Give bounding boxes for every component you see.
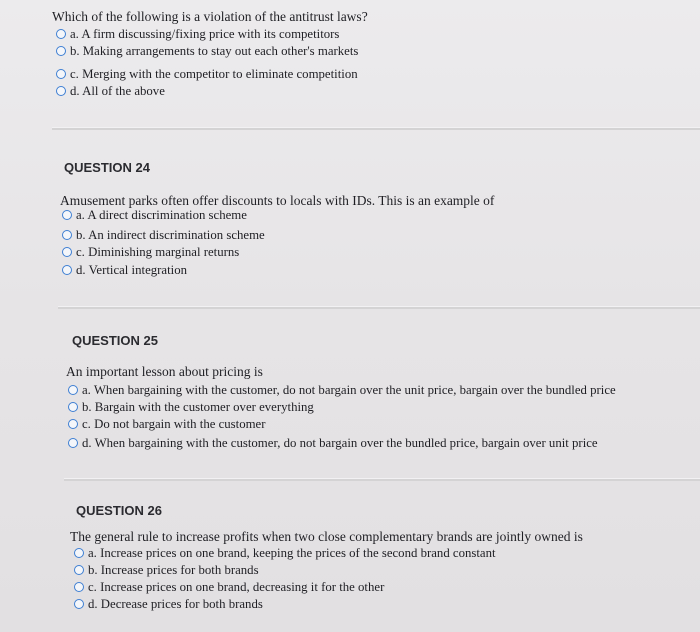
option-label: d. All of the above [70, 83, 165, 98]
question-23-option-d[interactable] [56, 82, 165, 100]
question-25-option-a[interactable] [68, 381, 616, 399]
question-23-option-b[interactable] [56, 42, 358, 60]
question-24-option-d[interactable] [62, 261, 187, 279]
question-24-option-c[interactable] [62, 243, 239, 261]
option-label: a. Increase prices on one brand, keeping the prices of the second brand constant [88, 545, 496, 560]
question-26-prompt: The general rule to increase profits when two close complementary brands are jointly owned is [70, 529, 583, 544]
question-26-option-d[interactable] [74, 595, 263, 613]
radio-button-icon[interactable] [62, 247, 72, 257]
option-label: c. Diminishing marginal returns [76, 244, 240, 259]
section-divider [52, 127, 700, 130]
option-label: d. Decrease prices for both brands [88, 596, 263, 611]
option-label: b. Bargain with the customer over everything [82, 399, 314, 414]
radio-button-icon[interactable] [74, 565, 84, 575]
radio-button-icon[interactable] [74, 599, 84, 609]
question-26-title: QUESTION 26 [76, 503, 162, 518]
question-24-option-b[interactable] [62, 226, 265, 244]
option-label: d. When bargaining with the customer, do not bargain over the bundled price, bargain over unit price [82, 435, 598, 450]
option-label: b. An indirect discrimination scheme [76, 227, 265, 242]
radio-button-icon[interactable] [56, 86, 66, 96]
question-25-prompt: An important lesson about pricing is [66, 364, 263, 379]
question-24-option-a[interactable] [62, 206, 247, 224]
question-25-title: QUESTION 25 [72, 333, 158, 348]
radio-button-icon[interactable] [68, 438, 78, 448]
question-23-option-a[interactable] [56, 25, 339, 43]
question-23-prompt: Which of the following is a violation of the antitrust laws? [52, 9, 368, 24]
option-label: d. Vertical integration [76, 262, 187, 277]
question-24-title: QUESTION 24 [64, 160, 150, 175]
question-25-option-b[interactable] [68, 398, 314, 416]
option-label: a. A firm discussing/fixing price with its competitors [70, 26, 340, 41]
radio-button-icon[interactable] [56, 46, 66, 56]
question-23-option-c[interactable] [56, 65, 358, 83]
question-26-option-b[interactable] [74, 561, 259, 579]
radio-button-icon[interactable] [74, 582, 84, 592]
radio-button-icon[interactable] [68, 385, 78, 395]
radio-button-icon[interactable] [56, 29, 66, 39]
radio-button-icon[interactable] [68, 419, 78, 429]
question-26-option-a[interactable] [74, 544, 496, 562]
option-label: c. Merging with the competitor to eliminate competition [70, 66, 358, 81]
question-26-option-c[interactable] [74, 578, 384, 596]
option-label: a. When bargaining with the customer, do not bargain over the unit price, bargain over the bundled price [82, 382, 616, 397]
radio-button-icon[interactable] [74, 548, 84, 558]
option-label: b. Increase prices for both brands [88, 562, 259, 577]
radio-button-icon[interactable] [62, 230, 72, 240]
option-label: b. Making arrangements to stay out each other's markets [70, 43, 359, 58]
question-24-prompt: Amusement parks often offer discounts to locals with IDs. This is an example of [60, 193, 495, 208]
radio-button-icon[interactable] [56, 69, 66, 79]
option-label: c. Do not bargain with the customer [82, 416, 266, 431]
radio-button-icon[interactable] [68, 402, 78, 412]
radio-button-icon[interactable] [62, 265, 72, 275]
section-divider [64, 478, 700, 481]
question-25-option-c[interactable] [68, 415, 266, 433]
option-label: a. A direct discrimination scheme [76, 207, 247, 222]
radio-button-icon[interactable] [62, 210, 72, 220]
option-label: c. Increase prices on one brand, decreasing it for the other [88, 579, 385, 594]
question-25-option-d[interactable] [68, 434, 598, 452]
section-divider [58, 306, 700, 309]
